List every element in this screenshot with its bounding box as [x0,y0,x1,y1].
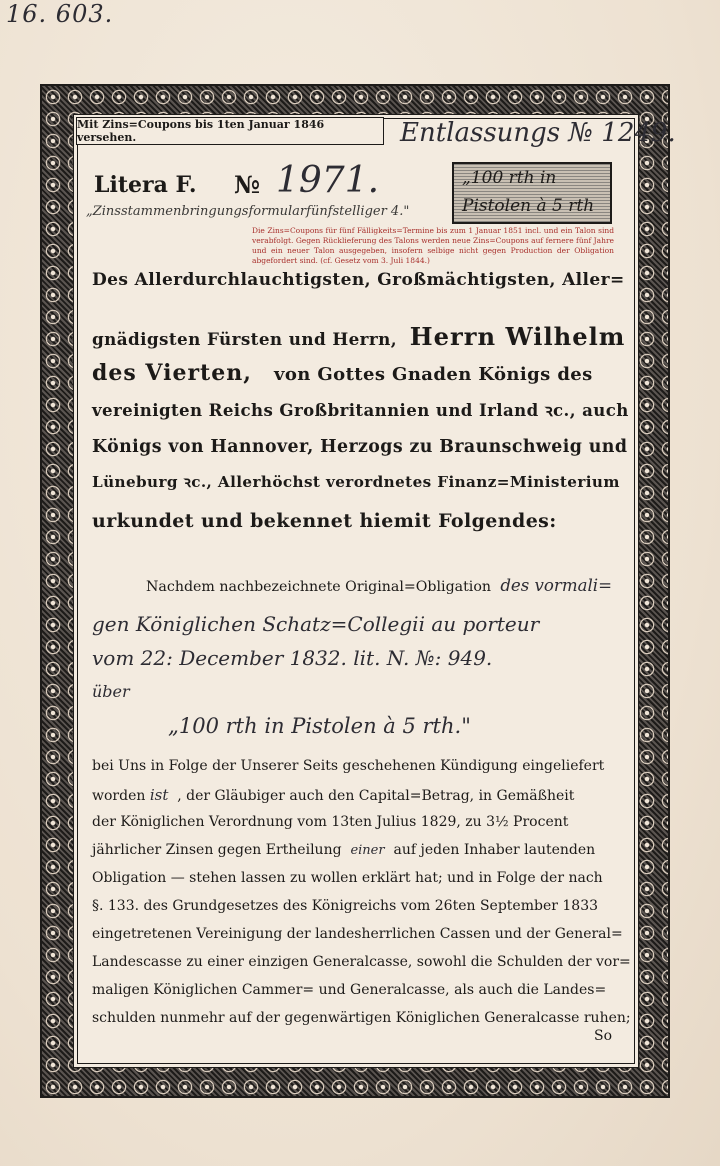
handwritten-line-4: über [92,682,130,701]
heading-king-ordinal: des Vierten, [92,360,252,386]
heading-text: gnädigsten Fürsten und Herrn, [92,329,397,349]
print-text: jährlicher Zinsen gegen Ertheilung [92,842,342,858]
body-line-2 [92,786,574,804]
heading-line-2 [92,322,625,351]
heading-line-5 [92,436,627,457]
zins-coupon-note: Mit Zins=Coupons bis 1ten Januar 1846 versehen. [76,117,384,145]
handwritten-underline: „Zinsstammenbringungsformularfünfstelliger 4." [86,204,410,219]
body-line-4 [92,842,595,858]
handwritten-amount: „100 rth in Pistolen à 5 rth." [168,714,471,738]
red-coupon-notice: Die Zins=Coupons für fünf Fälligkeits=Termine bis zum 1 Januar 1851 incl. und ein Talon sind verabfolgt. Gegen Rücklieferung des Talons werden neue Zins=Coupons auf fernere fünf Jahre und ein neuer Talon ausgegeben, insofern selbige nicht gegen Production der Obligation abgefordert sind. (cf. Gesetz vom 3. Juli 1844.) [252,226,614,265]
heading-line-6 [92,472,620,492]
stamp-line-2: Pistolen à 5 rth [462,196,595,216]
body-line-7: eingetretenen Vereinigung der landesherrlichen Cassen und der General= [92,926,623,942]
body-line-9: maligen Königlichen Cammer= und Generalcasse, als auch die Landes= [92,982,607,998]
stamp-line-1: „100 rth in [462,168,557,188]
heading-line-1 [92,270,625,290]
heading-text: Lüneburg ꝛc., Allerhöchst verordnetes Finanz=Ministerium [92,473,620,491]
bond-number: 1971. [276,160,380,201]
heading-text: vereinigten Reichs Großbritannien und Irland ꝛc., auch [92,400,629,420]
heading-text: Königs von Hannover, Herzogs zu Braunschweig und [92,437,628,457]
handwritten-text: einer [350,843,385,858]
body-line-5: Obligation — stehen lassen zu wollen erklärt hat; und in Folge der nach [92,870,603,886]
heading-line-7 [92,508,557,532]
heading-text: Des Allerdurchlauchtigsten, Großmächtigsten, Aller= [92,270,625,290]
body-line-3: der Königlichen Verordnung vom 13ten Julius 1829, zu 3½ Procent [92,814,569,830]
litera-label: Litera F. [94,172,197,198]
entlassung-note: Entlassungs № 1249. [400,118,676,148]
catchword: So [594,1028,613,1044]
body-line-1: bei Uns in Folge der Unserer Seits geschehenen Kündigung eingeliefert [92,758,605,774]
number-sign: № [234,170,261,199]
heading-text: urkundet und bekennet hiemit Folgendes: [92,510,557,532]
print-text: worden [92,788,146,804]
heading-line-4 [92,398,629,421]
handwritten-line-2: gen Königlichen Schatz=Collegii au porteur [92,612,540,636]
corner-number: 16. 603. [6,0,114,28]
heading-king-name: Herrn Wilhelm [409,322,626,351]
handwritten-text: ist [149,786,169,804]
body-line-8: Landescasse zu einer einzigen Generalcasse, sowohl die Schulden der vor= [92,954,631,970]
value-stamp-box [452,162,612,224]
handwritten-text: des vormali= [500,576,612,595]
print-text: Nachdem nachbezeichnete Original=Obligation [146,579,492,595]
heading-line-3 [92,360,593,386]
body-line-10: schulden nunmehr auf der gegenwärtigen Königlichen Generalcasse ruhen; [92,1010,631,1026]
para-line-1 [146,576,612,595]
handwritten-line-3: vom 22: December 1832. lit. N. №: 949. [92,646,493,670]
body-line-6: §. 133. des Grundgesetzes des Königreichs vom 26ten September 1833 [92,898,599,914]
heading-text: von Gottes Gnaden Königs des [273,364,593,385]
print-text: , der Gläubiger auch den Capital=Betrag, in Gemäßheit [177,788,575,804]
print-text: auf jeden Inhaber lautenden [393,842,596,858]
